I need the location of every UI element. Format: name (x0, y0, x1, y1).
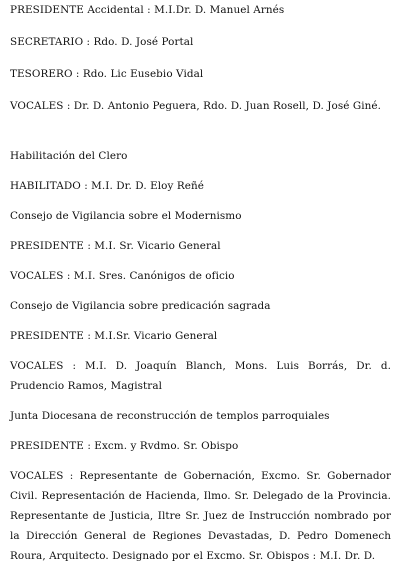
president-line-4: PRESIDENTE : Excm. y Rvdmo. Sr. Obispo (10, 440, 239, 452)
president-line-3: PRESIDENTE : M.I.Sr. Vicario General (10, 330, 218, 342)
treasurer-line: TESORERO : Rdo. Lic Eusebio Vidal (10, 68, 204, 80)
section-heading-clergy: Habilitación del Clero (10, 150, 128, 162)
president-line-2: PRESIDENTE : M.I. Sr. Vicario General (10, 240, 221, 252)
habilitado-line: HABILITADO : M.I. Dr. D. Eloy Reñé (10, 180, 204, 192)
vocales-line-1: VOCALES : Dr. D. Antonio Peguera, Rdo. D. Juan Rosell, D. José Giné. (10, 100, 382, 112)
president-accidental-line: PRESIDENTE Accidental : M.I.Dr. D. Manuel Arnés (10, 4, 285, 16)
section-heading-modernism: Consejo de Vigilancia sobre el Modernismo (10, 210, 242, 222)
section-heading-preaching: Consejo de Vigilancia sobre predicación sagrada (10, 300, 271, 312)
section-heading-junta: Junta Diocesana de reconstrucción de templos parroquiales (10, 410, 330, 422)
secretary-line: SECRETARIO : Rdo. D. José Portal (10, 36, 194, 48)
vocales-line-4: VOCALES : Representante de Gobernación, Excmo. Sr. Gobernador Civil. Representación de Hacienda, Ilmo. Sr. Delegado de la Provincia. Representante de Justicia, Iltre Sr. Juez de Instrucción nombrado por la Dirección General de Regiones Devastadas, D. Pedro Domenech Roura, Arquitecto. Designado por el Excmo. Sr. Obispos : M.I. Dr. D. (10, 470, 391, 562)
vocales-line-3: VOCALES : M.I. D. Joaquín Blanch, Mons. Luis Borrás, Dr. d. Prudencio Ramos, Magistral (10, 360, 391, 392)
vocales-line-2: VOCALES : M.I. Sres. Canónigos de oficio (10, 270, 235, 282)
